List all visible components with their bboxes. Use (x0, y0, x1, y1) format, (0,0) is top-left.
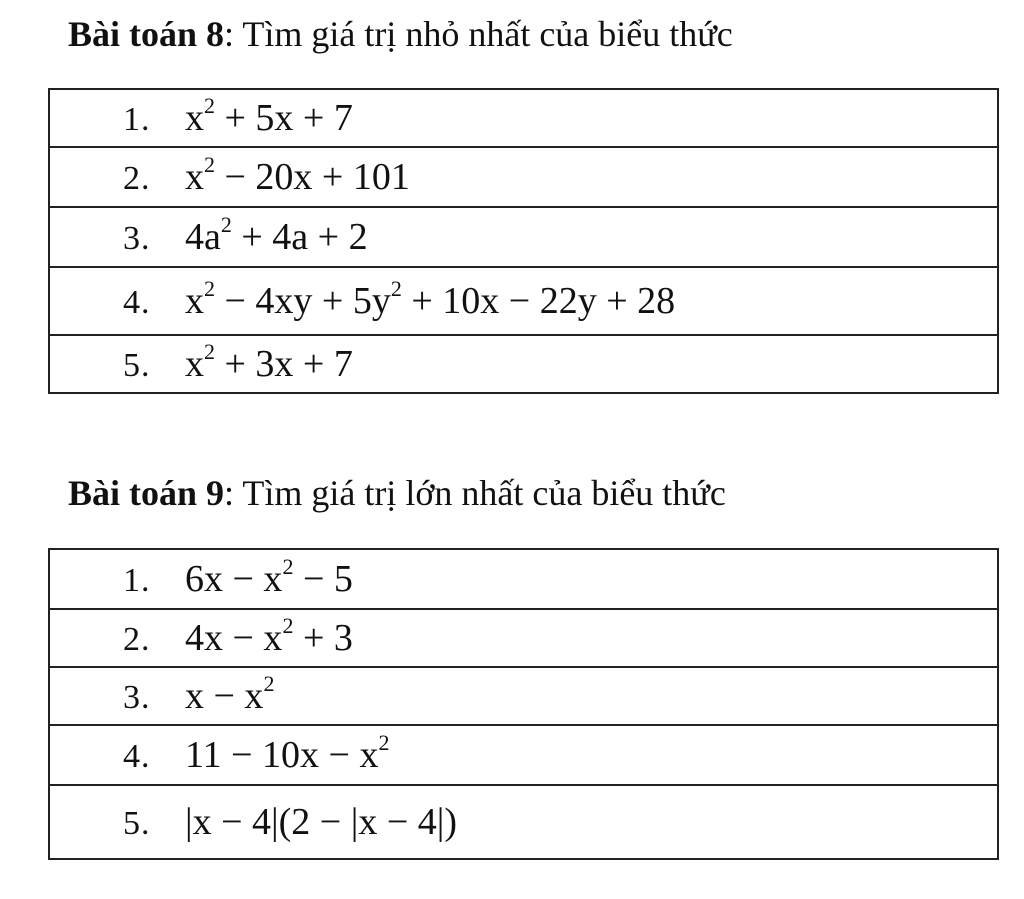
exponent: 2 (204, 339, 215, 364)
item-number: 4. (123, 284, 151, 321)
exponent: 2 (263, 671, 275, 696)
expression (185, 212, 368, 258)
expression-term: x (185, 156, 204, 198)
expression-term: + 3x + 7 (215, 343, 353, 385)
exponent: 2 (204, 276, 215, 301)
item-number: 2. (123, 160, 151, 197)
problem-8-label: Bài toán 8 (68, 14, 225, 54)
expression-term: x (185, 343, 204, 385)
problem-8-instruction: : Tìm giá trị nhỏ nhất của biểu thức (224, 14, 733, 54)
expression-term: |x − 4|(2 − |x − 4|) (185, 801, 458, 843)
exponent: 2 (220, 212, 232, 237)
expression-term: − 20x + 101 (215, 156, 410, 198)
expression-term: 11 − 10x − x (185, 734, 379, 776)
expression (185, 339, 353, 385)
expression-term: − 4xy + 5y (215, 280, 391, 322)
problem-8-heading (68, 16, 733, 52)
expression-term: 6x − x (185, 558, 283, 600)
problem-8-table (48, 88, 999, 394)
item-number: 3. (123, 220, 151, 257)
expression-term: + 4a + 2 (231, 216, 368, 258)
table-row (49, 549, 998, 609)
exponent: 2 (282, 554, 294, 579)
expression (185, 671, 275, 717)
expression-term: 4x − x (185, 617, 283, 659)
expression (185, 730, 390, 776)
problem-9-label: Bài toán 9 (68, 473, 225, 513)
expression-term: − 5 (293, 558, 353, 600)
item-number: 3. (123, 679, 151, 716)
problem-9-table (48, 548, 999, 860)
table-row (49, 147, 998, 207)
item-number: 5. (123, 805, 151, 842)
expression-term: x (185, 97, 204, 139)
table-row (49, 785, 998, 859)
item-number: 5. (123, 347, 151, 384)
expression (185, 93, 353, 139)
expression-term: x (185, 280, 204, 322)
table-row (49, 609, 998, 667)
item-number: 2. (123, 621, 151, 658)
table-row (49, 267, 998, 335)
table-row (49, 725, 998, 785)
expression (185, 613, 353, 659)
item-number: 4. (123, 738, 151, 775)
expression-term: + 10x − 22y + 28 (401, 280, 676, 322)
expression-term: x − x (185, 675, 264, 717)
item-number: 1. (123, 101, 151, 138)
expression-term: 4a (185, 216, 221, 258)
item-number: 1. (123, 562, 151, 599)
expression (185, 276, 676, 322)
exponent: 2 (204, 152, 215, 177)
expression-term: + 3 (293, 617, 353, 659)
problem-9-heading (68, 475, 726, 511)
expression (185, 554, 353, 600)
expression (185, 803, 457, 841)
exponent: 2 (378, 730, 390, 755)
expression (185, 152, 410, 198)
exponent: 2 (390, 276, 402, 301)
expression-term: + 5x + 7 (215, 97, 353, 139)
table-row (49, 207, 998, 267)
problem-9-instruction: : Tìm giá trị lớn nhất của biểu thức (224, 473, 726, 513)
exponent: 2 (282, 613, 294, 638)
table-row (49, 335, 998, 393)
exponent: 2 (204, 93, 215, 118)
table-row (49, 89, 998, 147)
table-row (49, 667, 998, 725)
